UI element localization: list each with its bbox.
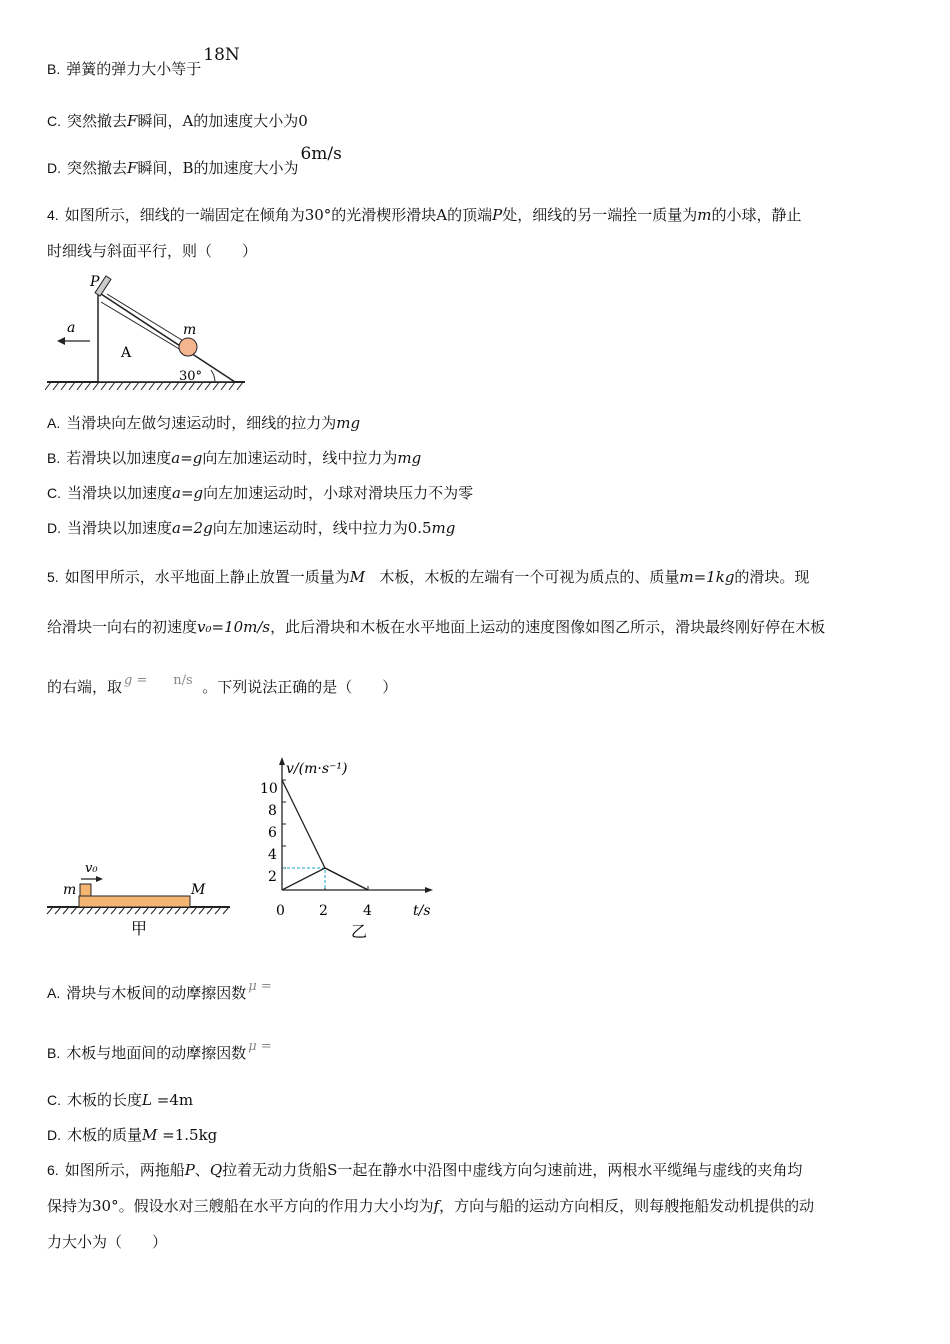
ground-hatch <box>47 907 229 914</box>
q3-d-value: 6m/s <box>300 144 342 164</box>
block-m <box>80 884 91 896</box>
x-axis-arrowhead <box>425 887 433 893</box>
label-wedge-a: A <box>121 345 132 361</box>
q5-figure-jia <box>45 852 235 942</box>
label-m: m <box>183 322 197 338</box>
x-tick-4: 4 <box>363 903 372 919</box>
x-axis-label: t/s <box>413 903 431 919</box>
y-axis-arrowhead <box>279 757 285 765</box>
ball-m <box>179 338 197 356</box>
q5-stem-line1: 5. 如图甲所示，水平地面上静止放置一质量为M 木板，木板的左端有一个可视为质点的、质量m=1kg的滑块。现 <box>47 568 810 586</box>
y-tick-10: 10 <box>260 781 278 797</box>
series-line-block <box>282 780 368 890</box>
accel-arrowhead <box>57 337 65 345</box>
q5-option-d: D. 木板的质量M =1.5kg <box>47 1126 218 1144</box>
q5-option-c: C. 木板的长度L =4m <box>47 1091 194 1109</box>
v0-arrowhead <box>96 876 103 882</box>
q5-option-a: A. 滑块与木板间的动摩擦因数 μ = <box>47 979 272 1002</box>
label-v0: v₀ <box>85 861 98 876</box>
caption-jia: 甲 <box>131 919 148 938</box>
label-p: P <box>90 274 100 290</box>
y-tick-2: 2 <box>268 869 277 885</box>
x-tick-2: 2 <box>319 903 328 919</box>
q4-wedge-figure <box>45 270 255 395</box>
q5-stem-line3: 的右端，取 g = n/s 。下列说法正确的是（ ） <box>47 673 398 696</box>
y-tick-6: 6 <box>268 825 277 841</box>
q3-option-d: D. 突然撤去F瞬间，B的加速度大小为6m/s <box>47 144 342 177</box>
caption-yi: 乙 <box>351 922 368 941</box>
y-axis-label: v/(m·s⁻¹) <box>286 761 348 777</box>
q4-option-a: A. 当滑块向左做匀速运动时，细线的拉力为mg <box>47 414 361 432</box>
label-a: a <box>67 320 76 336</box>
q4-stem: 4. 如图所示，细线的一端固定在倾角为30°的光滑楔形滑块A的顶端P处，细线的另一端拴一质量为m的小球，静止 时细线与斜面平行，则（ ） <box>47 206 802 260</box>
q4-option-d: D. 当滑块以加速度a=2g向左加速运动时，线中拉力为0.5mg <box>47 519 456 537</box>
label-angle: 30° <box>179 369 203 384</box>
q6-stem: 6. 如图所示，两拖船P、Q拉着无动力货船S一起在静水中沿图中虚线方向匀速前进，两根水平缆绳与虚线的夹角均 保持为30°。假设水对三艘船在水平方向的作用力大小均为f，方向与船的运动方向相反，则每艘拖船发动机提供的动 力大小为（ ） <box>47 1161 815 1251</box>
q5-figure-yi-chart <box>255 755 445 945</box>
y-tick-4: 4 <box>268 847 277 863</box>
q3-option-c: C. 突然撤去F瞬间，A的加速度大小为0 <box>47 112 308 130</box>
wedge-block <box>98 292 235 382</box>
x-tick-0: 0 <box>276 903 285 919</box>
label-M: M <box>191 882 206 898</box>
q3-option-b: B. 弹簧的弹力大小等于18N <box>47 45 240 78</box>
ground-hatch <box>45 382 243 390</box>
q3-b-value: 18N <box>203 45 240 65</box>
label-m: m <box>63 882 77 898</box>
y-tick-8: 8 <box>268 803 277 819</box>
q5-option-b: B. 木板与地面间的动摩擦因数 μ = <box>47 1039 272 1062</box>
q4-option-c: C. 当滑块以加速度a=g向左加速运动时，小球对滑块压力不为零 <box>47 484 474 502</box>
q4-option-b: B. 若滑块以加速度a=g向左加速运动时，线中拉力为mg <box>47 449 422 467</box>
board-M <box>79 896 190 907</box>
q5-stem-line2: 给滑块一向右的初速度v₀=10m/s，此后滑块和木板在水平地面上运动的速度图像如图乙所示，滑块最终刚好停在木板 <box>47 618 826 636</box>
